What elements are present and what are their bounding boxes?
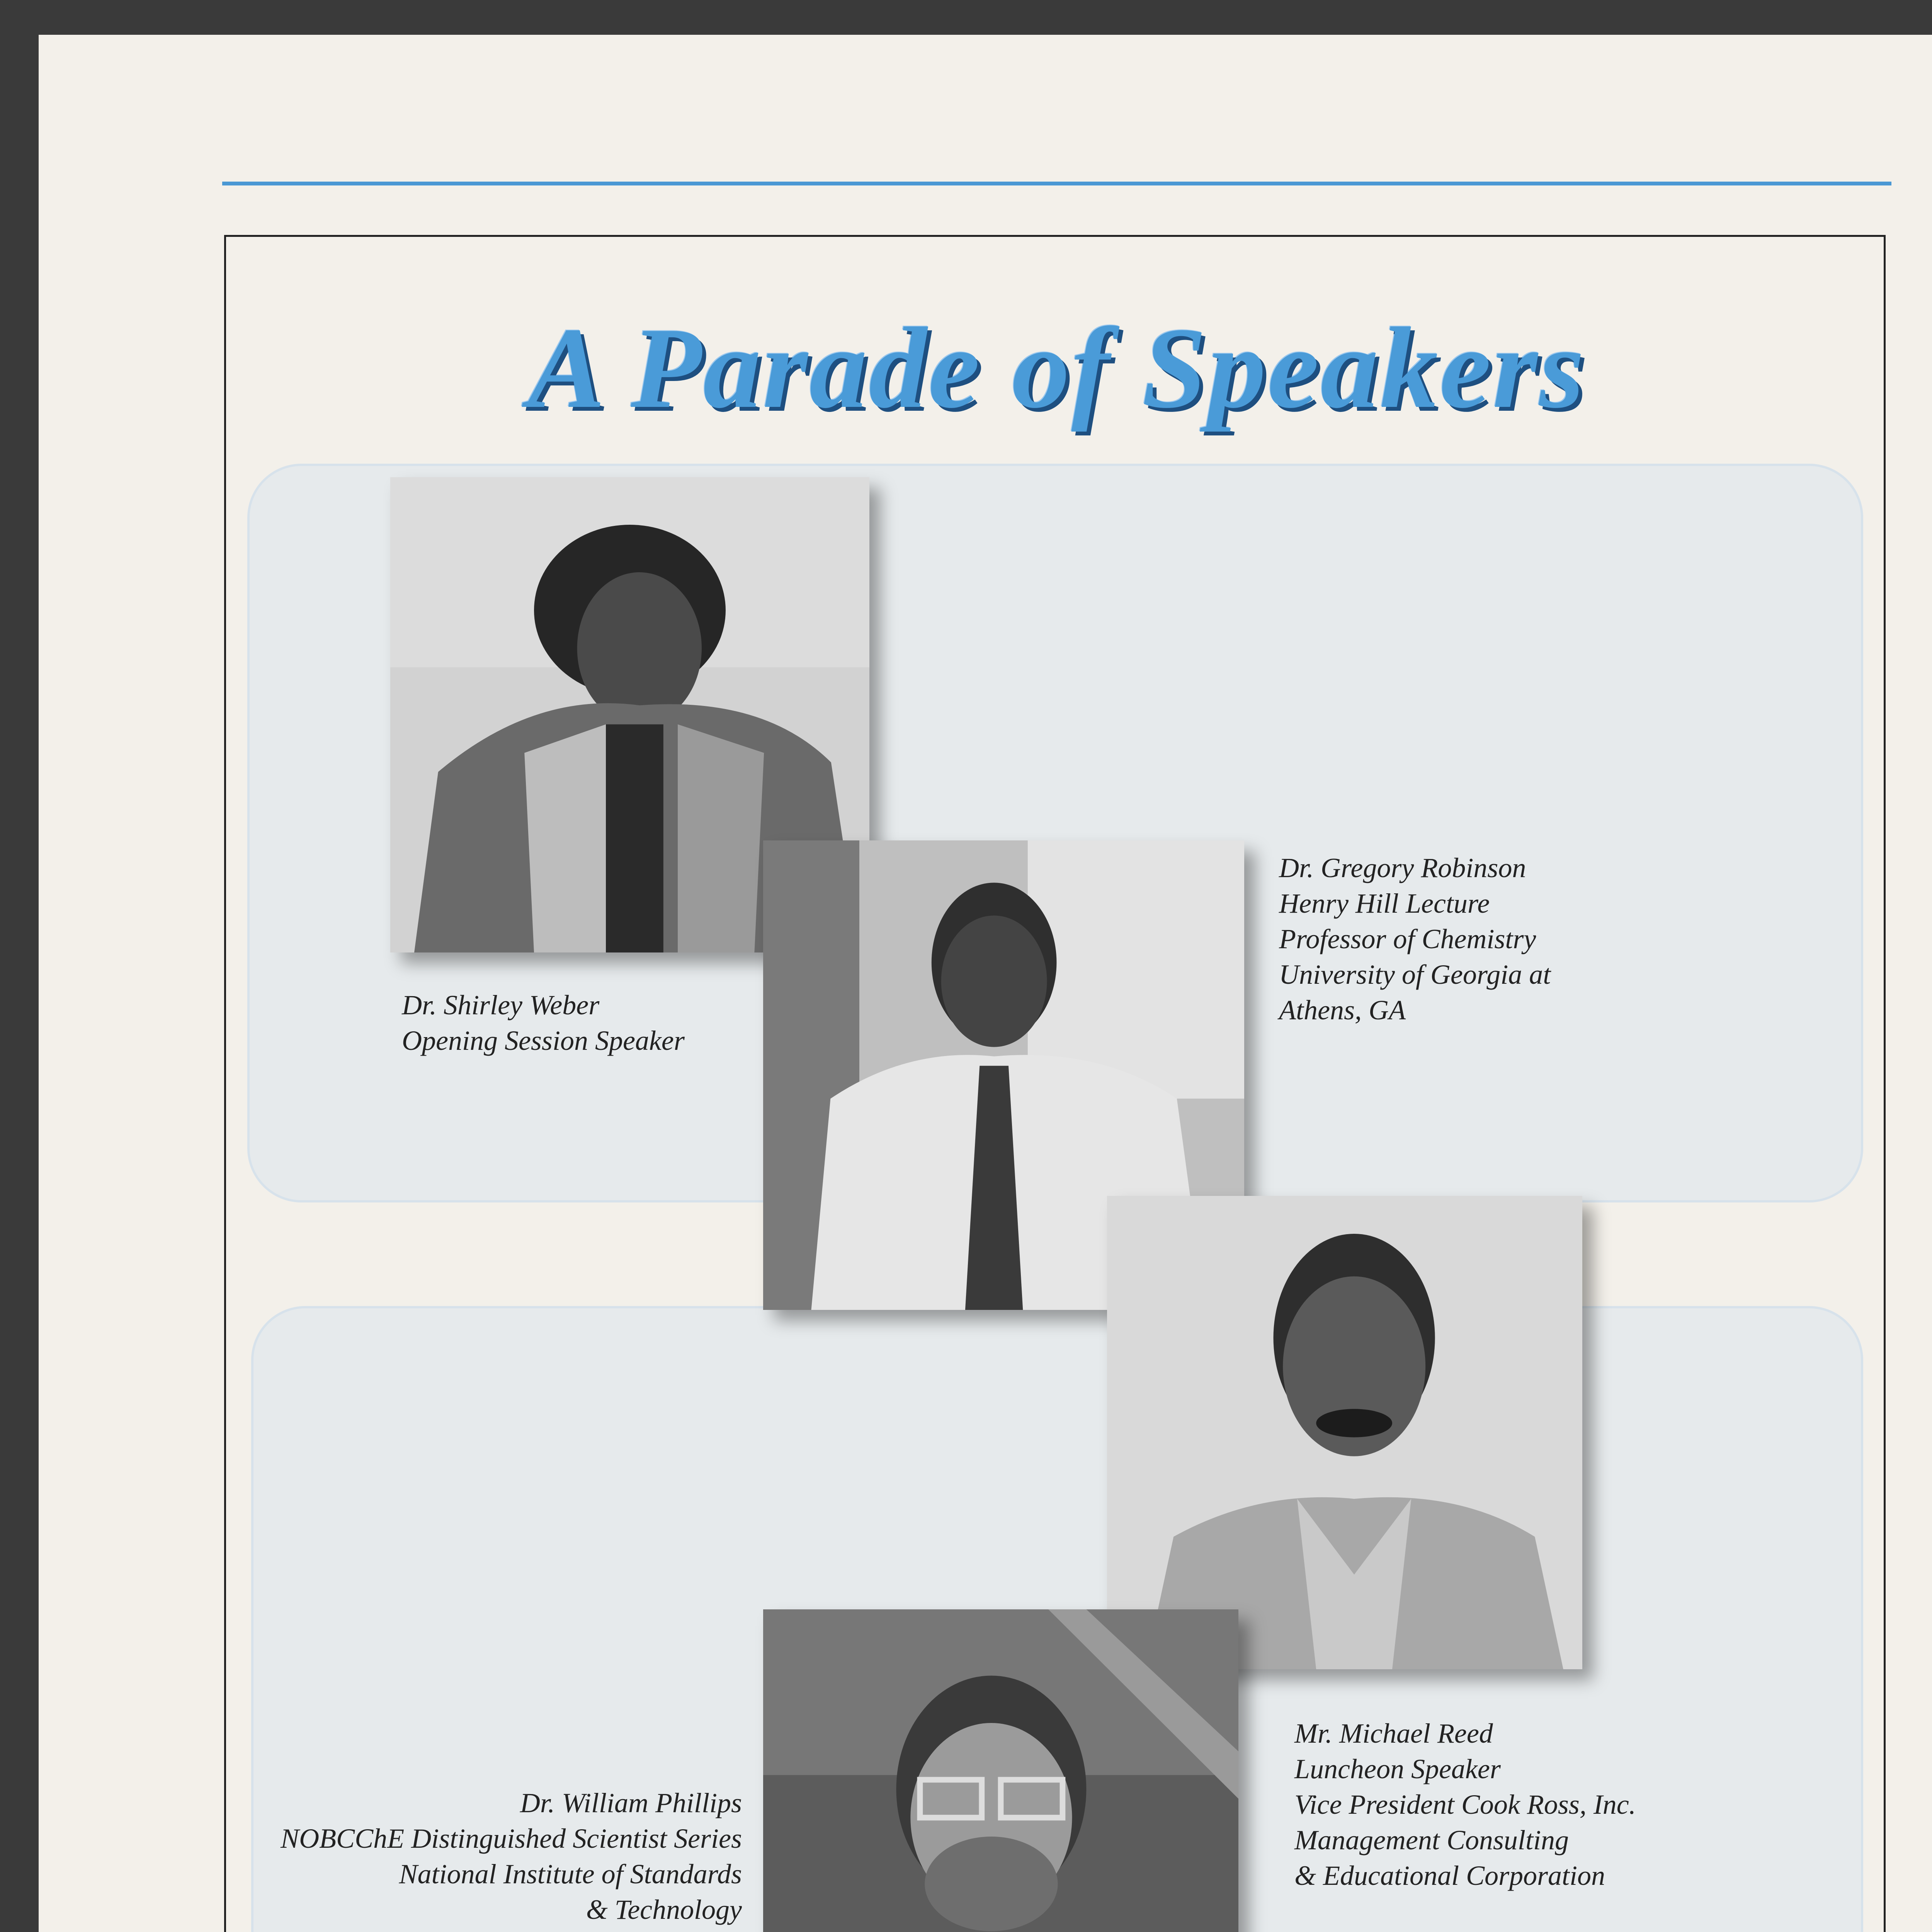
caption-line: Professor of Chemistry xyxy=(1279,923,1536,954)
caption-line: & Technology xyxy=(586,1894,742,1925)
page-title: A Parade of Speakers xyxy=(527,304,1586,432)
caption-gregory-robinson xyxy=(1279,850,1551,1028)
caption-line: Dr. William Phillips xyxy=(520,1787,742,1818)
photo-william-phillips xyxy=(763,1609,1238,1932)
photo-michael-reed xyxy=(1107,1196,1582,1669)
caption-line: University of Georgia at xyxy=(1279,959,1551,990)
caption-line: Dr. Shirley Weber xyxy=(402,990,600,1020)
portrait-image xyxy=(1107,1196,1582,1669)
caption-line: Henry Hill Lecture xyxy=(1279,888,1490,919)
caption-shirley-weber xyxy=(402,987,685,1058)
caption-line: Dr. Gregory Robinson xyxy=(1279,852,1526,883)
caption-line: Management Consulting xyxy=(1294,1825,1569,1855)
top-rule xyxy=(222,182,1891,185)
caption-line: Luncheon Speaker xyxy=(1294,1753,1501,1784)
caption-line: NOBCChE Distinguished Scientist Series xyxy=(281,1823,742,1854)
caption-line: Athens, GA xyxy=(1279,995,1406,1026)
portrait-image xyxy=(763,1609,1238,1932)
caption-line: Vice President Cook Ross, Inc. xyxy=(1294,1789,1636,1820)
caption-line: Opening Session Speaker xyxy=(402,1025,685,1056)
caption-william-phillips xyxy=(240,1785,742,1927)
caption-michael-reed xyxy=(1294,1716,1636,1893)
caption-line: & Educational Corporation xyxy=(1294,1860,1605,1891)
caption-line: National Institute of Standards xyxy=(399,1859,742,1889)
caption-line: Mr. Michael Reed xyxy=(1294,1718,1493,1749)
